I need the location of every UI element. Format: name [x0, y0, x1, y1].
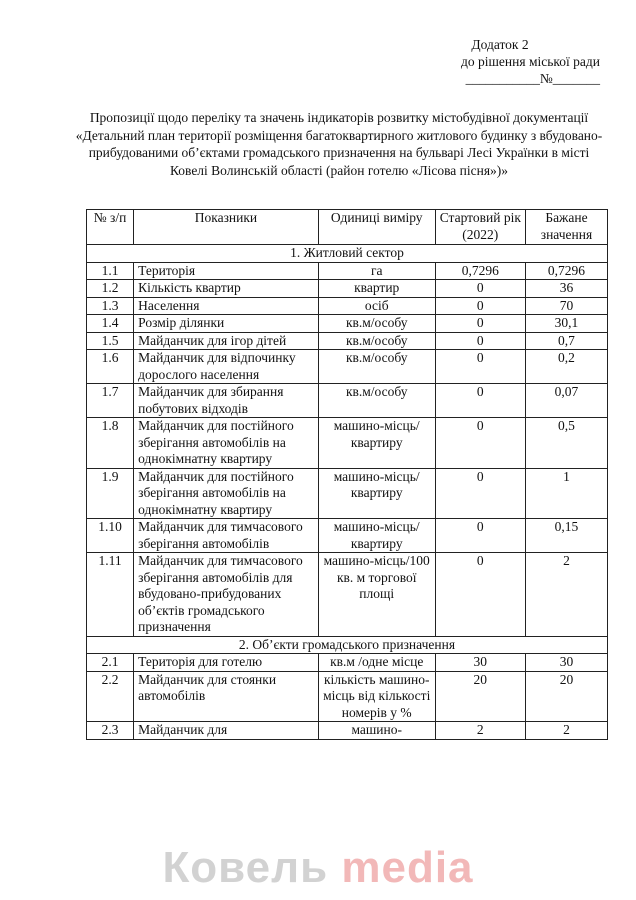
row-number: 1.9 [87, 468, 134, 519]
table-row [87, 722, 608, 740]
table-section-row [87, 636, 608, 654]
row-start-value: 0 [435, 280, 525, 298]
indicators-table [86, 209, 608, 740]
document-title: Пропозиції щодо переліку та значень індикаторів розвитку містобудівної документації «Детальний план території розміщення багатоквартирного житлового будинку з вбудовано-прибудованими об’єктами громадського призначення на бульварі Лесі Українки в місті Ковелі Волинській області (район готелю «Лісова пісня»)» [75, 110, 603, 178]
table-section-row [87, 245, 608, 263]
row-number: 1.4 [87, 315, 134, 333]
row-unit: квартир [318, 280, 435, 298]
row-target-value: 0,07 [525, 384, 607, 418]
table-row [87, 297, 608, 315]
row-start-value: 0 [435, 553, 525, 637]
header-units: Одиниці виміру [318, 210, 435, 245]
row-target-value: 1 [525, 468, 607, 519]
row-indicator: Населення [134, 297, 319, 315]
row-unit: кв.м/особу [318, 384, 435, 418]
row-indicator: Територія для готелю [134, 654, 319, 672]
section-title: 2. Об’єкти громадського призначення [87, 636, 608, 654]
table-row [87, 262, 608, 280]
header-target: Бажане значення [525, 210, 607, 245]
table-row [87, 315, 608, 333]
row-number: 1.10 [87, 519, 134, 553]
row-start-value: 0 [435, 468, 525, 519]
row-start-value: 30 [435, 654, 525, 672]
row-unit: машино-місць/100 кв. м торгової площі [318, 553, 435, 637]
row-indicator: Майданчик для постійного зберігання автомобілів на однокімнатну квартиру [134, 468, 319, 519]
row-start-value: 0 [435, 418, 525, 469]
section-title: 1. Житловий сектор [87, 245, 608, 263]
table-header-row [87, 210, 608, 245]
row-start-value: 0 [435, 519, 525, 553]
table-row [87, 384, 608, 418]
row-indicator: Майданчик для ігор дітей [134, 332, 319, 350]
row-start-value: 0 [435, 332, 525, 350]
row-number: 1.7 [87, 384, 134, 418]
header-start-year: Стартовий рік (2022) [435, 210, 525, 245]
row-indicator: Майданчик для постійного зберігання автомобілів на однокімнатну квартиру [134, 418, 319, 469]
row-target-value: 2 [525, 553, 607, 637]
appendix-decision: до рішення міської ради [461, 54, 600, 69]
row-target-value: 36 [525, 280, 607, 298]
row-start-value: 0,7296 [435, 262, 525, 280]
appendix-blank: ___________№_______ [465, 71, 600, 86]
row-unit: га [318, 262, 435, 280]
row-target-value: 0,2 [525, 350, 607, 384]
row-indicator: Майданчик для відпочинку дорослого населення [134, 350, 319, 384]
row-unit: машино-місць/квартиру [318, 519, 435, 553]
row-start-value: 0 [435, 297, 525, 315]
row-target-value: 0,7 [525, 332, 607, 350]
row-number: 1.1 [87, 262, 134, 280]
row-unit: машино-місць/квартиру [318, 418, 435, 469]
header-num: № з/п [87, 210, 134, 245]
appendix-number: Додаток 2 [471, 37, 529, 52]
row-start-value: 0 [435, 315, 525, 333]
row-unit: кв.м/особу [318, 332, 435, 350]
row-indicator: Розмір ділянки [134, 315, 319, 333]
row-indicator: Майданчик для тимчасового зберігання автомобілів [134, 519, 319, 553]
watermark-logo [0, 843, 636, 893]
row-number: 2.3 [87, 722, 134, 740]
row-start-value: 0 [435, 350, 525, 384]
row-indicator: Майданчик для [134, 722, 319, 740]
table-row [87, 418, 608, 469]
row-target-value: 70 [525, 297, 607, 315]
row-start-value: 0 [435, 384, 525, 418]
table-row [87, 553, 608, 637]
row-number: 2.2 [87, 671, 134, 722]
row-number: 1.8 [87, 418, 134, 469]
row-indicator: Майданчик для тимчасового зберігання автомобілів для вбудовано-прибудованих об’єктів громадського призначення [134, 553, 319, 637]
appendix-header [400, 36, 600, 87]
row-unit: машино- [318, 722, 435, 740]
row-start-value: 20 [435, 671, 525, 722]
row-number: 1.2 [87, 280, 134, 298]
header-indicators: Показники [134, 210, 319, 245]
row-unit: кв.м/особу [318, 350, 435, 384]
row-number: 1.11 [87, 553, 134, 637]
row-number: 1.3 [87, 297, 134, 315]
row-unit: кв.м /одне місце [318, 654, 435, 672]
row-number: 1.6 [87, 350, 134, 384]
row-target-value: 30,1 [525, 315, 607, 333]
row-number: 2.1 [87, 654, 134, 672]
table-row [87, 671, 608, 722]
row-target-value: 0,15 [525, 519, 607, 553]
row-indicator: Територія [134, 262, 319, 280]
row-unit: осіб [318, 297, 435, 315]
table-row [87, 280, 608, 298]
row-number: 1.5 [87, 332, 134, 350]
row-target-value: 0,5 [525, 418, 607, 469]
table-row [87, 350, 608, 384]
table-row [87, 519, 608, 553]
row-start-value: 2 [435, 722, 525, 740]
table-row [87, 332, 608, 350]
row-unit: машино-місць/квартиру [318, 468, 435, 519]
row-target-value: 30 [525, 654, 607, 672]
row-unit: кількість машино-місць від кількості номерів у % [318, 671, 435, 722]
watermark-part2: media [341, 843, 474, 892]
row-indicator: Майданчик для збирання побутових відходів [134, 384, 319, 418]
row-target-value: 2 [525, 722, 607, 740]
row-indicator: Кількість квартир [134, 280, 319, 298]
row-indicator: Майданчик для стоянки автомобілів [134, 671, 319, 722]
row-target-value: 0,7296 [525, 262, 607, 280]
table-row [87, 654, 608, 672]
row-unit: кв.м/особу [318, 315, 435, 333]
watermark-part1: Ковель [162, 843, 342, 892]
row-target-value: 20 [525, 671, 607, 722]
table-row [87, 468, 608, 519]
